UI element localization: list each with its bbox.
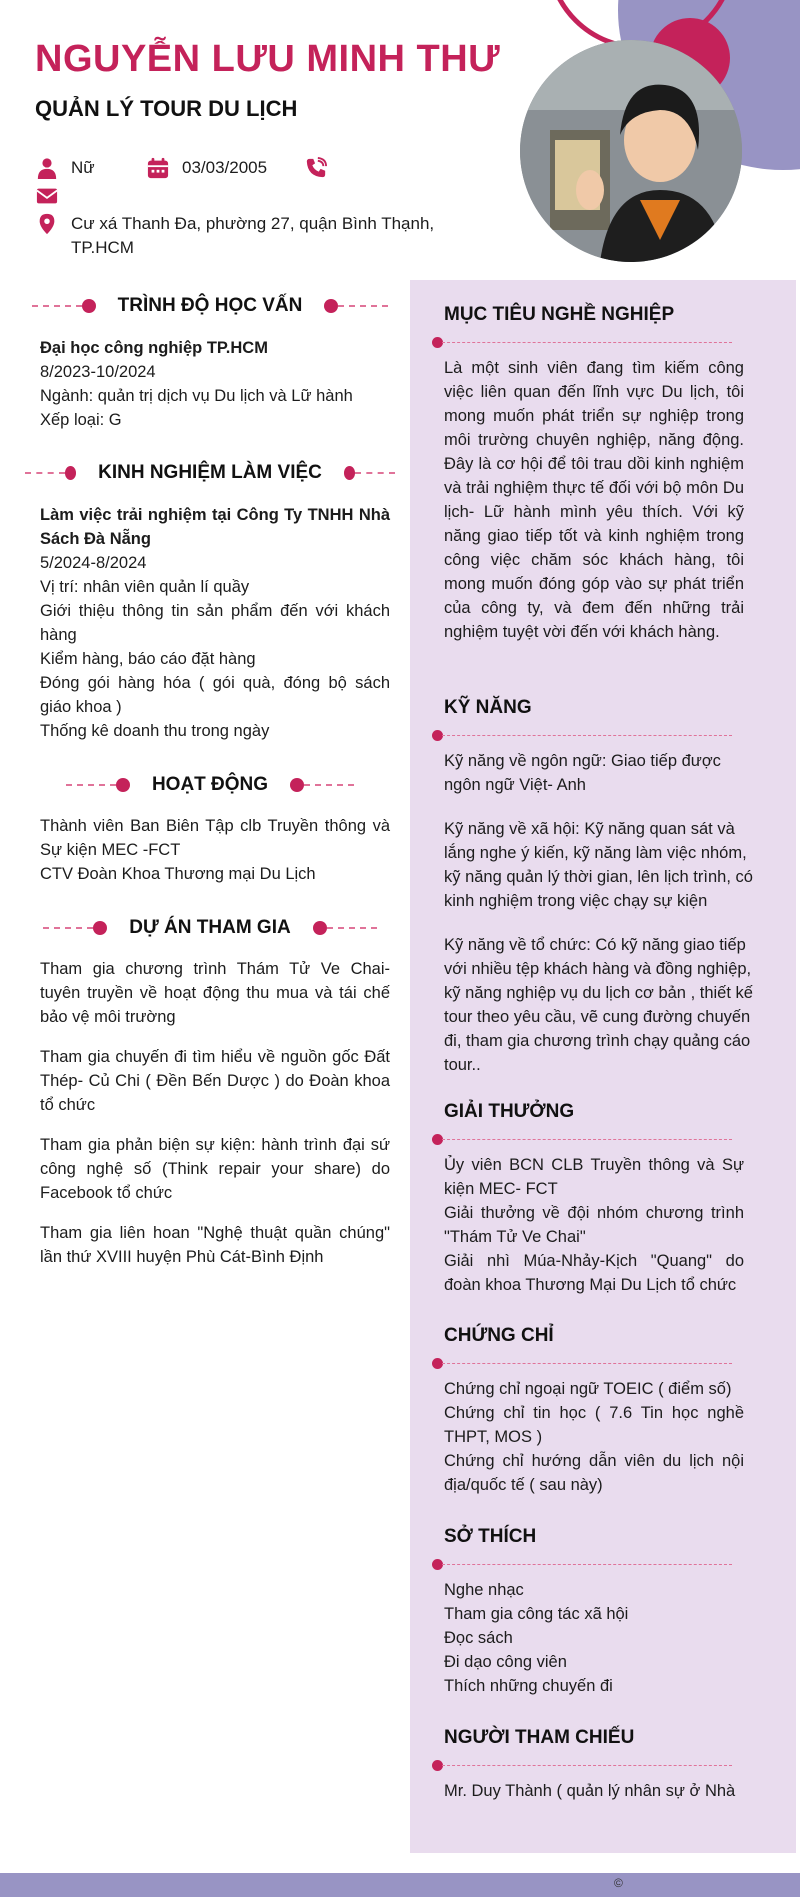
gender-value: Nữ [71,158,95,177]
certificates-header [432,1325,732,1369]
contact-phone [304,156,340,180]
person-icon [35,156,59,180]
certificate-line: Chứng chỉ hướng dẫn viên du lịch nội địa/quốc tế ( sau này) [444,1452,744,1494]
experience-line: Vị trí: nhân viên quản lí quầy [40,578,250,596]
objective-header [432,304,732,348]
certificate-line: Chứng chỉ ngoại ngữ TOEIC ( điểm số) [444,1380,732,1398]
education-heading: TRÌNH ĐỘ HỌC VẤN [117,295,303,316]
skill-item: Kỹ năng về xã hội: Kỹ năng quan sát và lắng nghe ý kiến, kỹ năng làm việc nhóm, kỹ năng quản lý thời gian, lên lịch trình, có kinh nghiệm trong việc chạy sự kiện [444,820,753,910]
activity-line: Thành viên Ban Biên Tập clb Truyền thông và Sự kiện MEC -FCT [40,817,390,859]
experience-line: Kiểm hàng, báo cáo đặt hàng [40,650,256,668]
experience-company: Làm việc trải nghiệm tại Công Ty TNHH Nhà Sách Đà Nẵng [40,506,390,548]
hobby-line: Đọc sách [444,1629,513,1647]
activities-block [40,814,390,886]
certificates-block [444,1377,744,1497]
projects-header [25,913,395,943]
awards-block [444,1153,744,1297]
references-text: Mr. Duy Thành ( quản lý nhân sự ở Nhà [444,1782,736,1800]
awards-header [432,1101,732,1145]
activities-heading: HOẠT ĐỘNG [151,774,269,795]
hobby-line: Thích những chuyến đi [444,1677,613,1695]
experience-period: 5/2024-8/2024 [40,554,147,572]
experience-heading: KINH NGHIỆM LÀM VIỆC [98,462,322,483]
awards-heading: GIẢI THƯỞNG [444,1101,575,1122]
contact-gender [35,156,95,180]
birthdate-value: 03/03/2005 [182,158,268,177]
objective-heading: MỤC TIÊU NGHỀ NGHIỆP [444,304,675,325]
project-item: Tham gia chương trình Thám Tử Ve Chai- tuyên truyền về hoạt động thu mua và tái chế bảo vệ môi trường [40,960,390,1026]
job-title: QUẢN LÝ TOUR DU LỊCH [35,96,298,121]
education-grade: Xếp loại: G [40,411,122,429]
activities-header [25,770,395,800]
project-item: Tham gia liên hoan "Nghệ thuật quần chúng" lần thứ XVIII huyện Phù Cát-Bình Định [40,1224,390,1266]
hobby-line: Đi dạo công viên [444,1653,567,1671]
envelope-icon [35,184,59,208]
hobbies-header [432,1526,732,1570]
address-value: Cư xá Thanh Đa, phường 27, quận Bình Thạnh, TP.HCM [71,214,435,257]
project-item: Tham gia chuyến đi tìm hiểu về nguồn gốc Đất Thép- Củ Chi ( Đền Bến Dược ) do Đoàn khoa tổ chức [40,1048,390,1114]
award-line: Giải nhì Múa-Nhảy-Kịch "Quang" do đoàn khoa Thương Mại Du Lịch tổ chức [444,1252,744,1294]
certificates-heading: CHỨNG CHỈ [444,1325,554,1346]
experience-line: Thống kê doanh thu trong ngày [40,722,270,740]
skill-item: Kỹ năng về ngôn ngữ: Giao tiếp được ngôn ngữ Việt- Anh [444,752,721,794]
objective-text: Là một sinh viên đang tìm kiếm công việc liên quan đến lĩnh vực Du lịch, tôi mong muốn phát triển sự nghiệp trong môi trường chuyên nghiệp, năng động. Đây là cơ hội để tôi trau dồi kinh nghiệm và trải nghiệm thực tế đối với bộ môn Du lịch- Lữ hành mình yêu thích. Với kỹ năng giao tiếp tốt và kinh nghiệm trong công việc chăm sóc khách hàng, tôi mong muốn đóng góp vào sự phát triển của công ty, và đem đến những trải nghiệm tuyệt vời đến với khách hàng. [444,359,744,641]
skills-block [444,749,759,1077]
education-major: Ngành: quản trị dịch vụ Du lịch và Lữ hành [40,387,353,405]
projects-block [40,957,390,1269]
contact-address [35,212,435,260]
footer-bar [0,1873,800,1897]
education-period: 8/2023-10/2024 [40,363,156,381]
experience-block [40,503,390,743]
location-pin-icon [35,212,59,236]
school-name: Đại học công nghiệp TP.HCM [40,339,268,357]
projects-heading: DỰ ÁN THAM GIA [129,917,291,938]
references-header [432,1727,732,1771]
certificate-line: Chứng chỉ tin học ( 7.6 Tin học nghề THPT, MOS ) [444,1404,744,1446]
experience-line: Giới thiệu thông tin sản phẩm đến với khách hàng [40,602,390,644]
hobby-line: Tham gia công tác xã hội [444,1605,629,1623]
award-line: Giải thưởng về đội nhóm chương trình "Thám Tử Ve Chai" [444,1204,744,1246]
education-header [25,291,395,321]
skill-item: Kỹ năng về tổ chức: Có kỹ năng giao tiếp với nhiều tệp khách hàng và đồng nghiệp, kỹ năng nghiệp vụ du lịch cơ bản , thiết kế tour theo yêu cầu, vẽ cung đường chuyến đi, tham gia chương trình chạy quảng cáo tour.. [444,936,753,1074]
hobby-line: Nghe nhạc [444,1581,524,1599]
hobbies-block [444,1578,744,1698]
project-item: Tham gia phản biện sự kiện: hành trình đại sứ công nghệ số (Think repair your share) do Facebook tổ chức [40,1136,390,1202]
contact-birthdate [146,156,267,180]
award-line: Ủy viên BCN CLB Truyền thông và Sự kiện MEC- FCT [444,1156,744,1198]
phone-icon [304,156,328,180]
avatar-photo [520,40,742,262]
references-heading: NGƯỜI THAM CHIẾU [444,1727,635,1748]
skills-header [432,697,732,741]
skills-heading: KỸ NĂNG [444,697,532,718]
calendar-icon [146,156,170,180]
candidate-name: NGUYỄN LƯU MINH THƯ [35,38,501,80]
experience-header [25,458,395,488]
footer-copyright: © [614,1876,623,1890]
experience-line: Đóng gói hàng hóa ( gói quà, đóng bộ sách giáo khoa ) [40,674,390,716]
hobbies-heading: SỞ THÍCH [444,1526,537,1547]
contact-email [35,184,71,208]
education-block [40,336,390,432]
activity-line: CTV Đoàn Khoa Thương mại Du Lịch [40,865,316,883]
